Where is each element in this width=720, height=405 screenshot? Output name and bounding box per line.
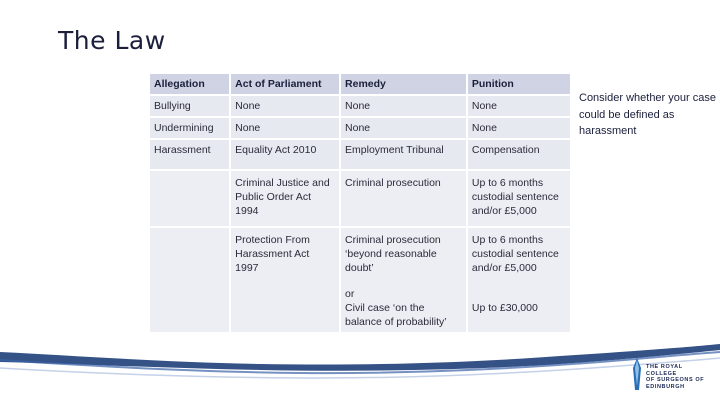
table-row bbox=[150, 140, 570, 169]
table-row bbox=[150, 228, 570, 332]
header-remedy: Remedy bbox=[341, 74, 466, 94]
table-row bbox=[150, 171, 570, 226]
cell-act: None bbox=[231, 96, 339, 116]
cell-act: Protection From Harassment Act 1997 bbox=[231, 228, 339, 332]
cell-allegation: Undermining bbox=[150, 118, 229, 138]
side-note: Consider whether your case could be defined as harassment bbox=[579, 92, 716, 137]
college-logo bbox=[630, 356, 710, 392]
college-crest-icon bbox=[630, 356, 644, 392]
punition-criminal: Up to 6 months custodial sentence and/or £5,000 bbox=[471, 234, 559, 274]
logo-line-1: THE ROYAL COLLEGE bbox=[646, 364, 683, 377]
cell-punition: Compensation bbox=[468, 140, 570, 169]
table-header-row bbox=[150, 74, 570, 94]
cell-punition: None bbox=[468, 118, 570, 138]
wave-decoration bbox=[0, 340, 720, 405]
cell-allegation bbox=[150, 228, 229, 332]
cell-allegation: Bullying bbox=[150, 96, 229, 116]
cell-act: None bbox=[231, 118, 339, 138]
cell-act: Criminal Justice and Public Order Act 1994 bbox=[231, 171, 339, 226]
punition-civil: Up to £30,000 bbox=[471, 302, 538, 314]
law-table bbox=[148, 72, 572, 334]
cell-act: Equality Act 2010 bbox=[231, 140, 339, 169]
logo-line-2: OF SURGEONS OF bbox=[646, 377, 705, 383]
remedy-or: or bbox=[345, 288, 355, 300]
table-row bbox=[150, 96, 570, 116]
slide-title: The Law bbox=[58, 26, 166, 55]
cell-punition bbox=[468, 228, 570, 332]
remedy-criminal: Criminal prosecution ‘beyond reasonable doubt’ bbox=[345, 234, 441, 274]
remedy-civil: Civil case ‘on the balance of probability’ bbox=[345, 302, 447, 328]
table-row bbox=[150, 118, 570, 138]
cell-allegation bbox=[150, 171, 229, 226]
cell-remedy: Employment Tribunal bbox=[341, 140, 466, 169]
cell-remedy: None bbox=[341, 118, 466, 138]
cell-punition: Up to 6 months custodial sentence and/or £5,000 bbox=[468, 171, 570, 226]
header-punition: Punition bbox=[468, 74, 570, 94]
logo-line-3: EDINBURGH bbox=[646, 383, 685, 390]
header-allegation: Allegation bbox=[150, 74, 229, 94]
cell-punition: None bbox=[468, 96, 570, 116]
cell-allegation: Harassment bbox=[150, 140, 229, 169]
cell-remedy: Criminal prosecution bbox=[341, 171, 466, 226]
cell-remedy: None bbox=[341, 96, 466, 116]
header-act: Act of Parliament bbox=[231, 74, 339, 94]
cell-remedy bbox=[341, 228, 466, 332]
